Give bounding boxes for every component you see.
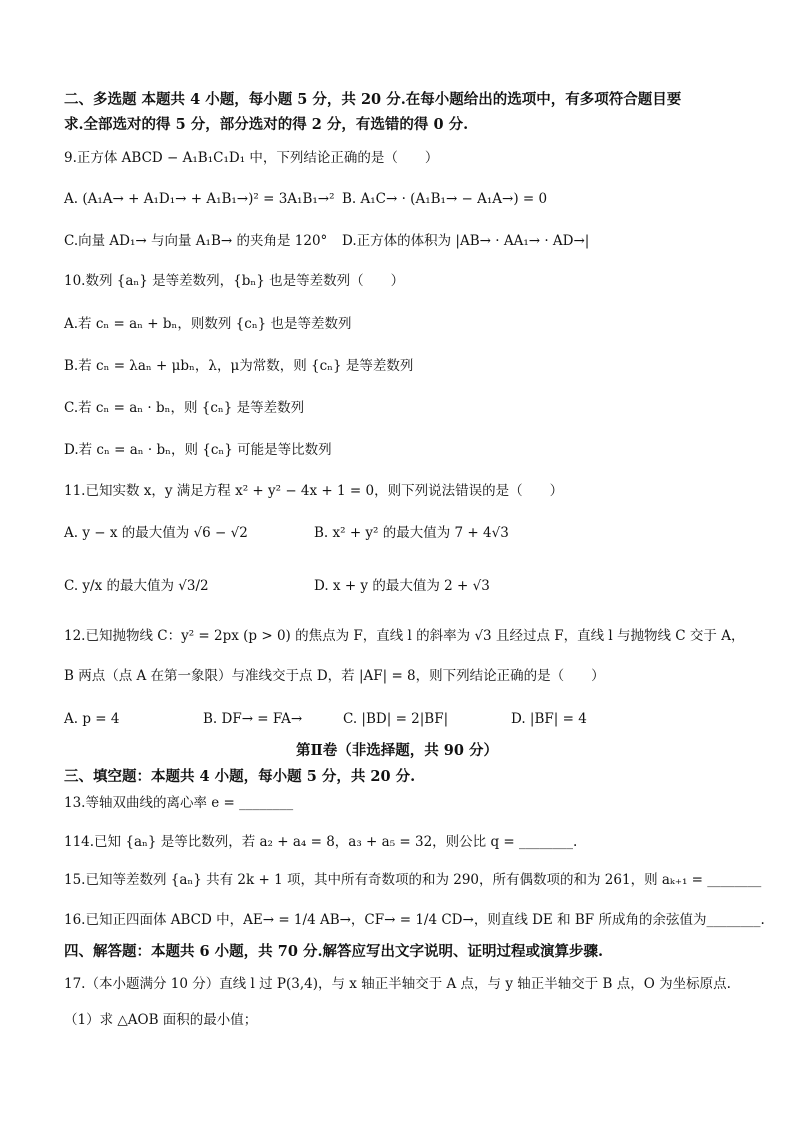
q12-option-b: B. DF→ = FA→: [203, 711, 303, 727]
q12-stem: 12.已知抛物线 C：y² = 2px (p > 0) 的焦点为 F，直线 l 的斜率为 √3 且经过点 F，直线 l 与抛物线 C 交于 A，: [64, 628, 745, 644]
q10-option-c: C.若 cₙ = aₙ · bₙ，则 {cₙ} 是等差数列: [64, 400, 305, 416]
q10-option-a: A.若 cₙ = aₙ + bₙ，则数列 {cₙ} 也是等差数列: [64, 316, 352, 332]
q10-option-d: D.若 cₙ = aₙ · bₙ，则 {cₙ} 可能是等比数列: [64, 442, 332, 458]
q11-option-d: D. x + y 的最大值为 2 + √3: [314, 578, 490, 594]
section2-heading-cont: 求.全部选对的得 5 分，部分选对的得 2 分，有选错的得 0 分.: [64, 116, 469, 133]
q12-option-d: D. |BF| = 4: [511, 711, 587, 727]
q12-option-a: A. p = 4: [64, 711, 120, 727]
part2-title: 第Ⅱ卷（非选择题，共 90 分）: [296, 742, 498, 759]
q9-option-b: B. A₁C→ · (A₁B₁→ − A₁A→) = 0: [342, 191, 548, 207]
q9-option-c: C.向量 AD₁→ 与向量 A₁B→ 的夹角是 120°: [64, 233, 328, 249]
q15: 15.已知等差数列 {aₙ} 共有 2k + 1 项，其中所有奇数项的和为 290，所有偶数项的和为 261，则 aₖ₊₁ = ________: [64, 872, 762, 888]
q11-option-b: B. x² + y² 的最大值为 7 + 4√3: [314, 525, 509, 541]
q9-option-d: D.正方体的体积为 |AB→ · AA₁→ · AD→|: [342, 233, 590, 249]
section4-heading: 四、解答题：本题共 6 小题，共 70 分.解答应写出文字说明、证明过程或演算步骤.: [64, 943, 604, 960]
q14: 114.已知 {aₙ} 是等比数列，若 a₂ + a₄ = 8，a₃ + a₅ = 32，则公比 q = ________.: [64, 834, 578, 850]
q13: 13.等轴双曲线的离心率 e = ________: [64, 795, 294, 811]
q9-option-a: A. (A₁A→ + A₁D₁→ + A₁B₁→)² = 3A₁B₁→²: [64, 191, 335, 207]
q9-stem: 9.正方体 ABCD − A₁B₁C₁D₁ 中，下列结论正确的是（ ）: [64, 150, 439, 166]
q16: 16.已知正四面体 ABCD 中，AE→ = 1/4 AB→，CF→ = 1/4 CD→，则直线 DE 和 BF 所成角的余弦值为________.: [64, 912, 765, 928]
q11-option-a: A. y − x 的最大值为 √6 − √2: [64, 525, 248, 541]
q10-stem: 10.数列 {aₙ} 是等差数列，{bₙ} 也是等差数列（ ）: [64, 273, 405, 289]
q12-stem-cont: B 两点（点 A 在第一象限）与准线交于点 D，若 |AF| = 8，则下列结论正确的是（ ）: [64, 668, 605, 684]
q17-stem: 17.（本小题满分 10 分）直线 l 过 P(3,4)，与 x 轴正半轴交于 A 点，与 y 轴正半轴交于 B 点，O 为坐标原点.: [64, 976, 731, 992]
section3-heading: 三、填空题：本题共 4 小题，每小题 5 分，共 20 分.: [64, 768, 416, 785]
q10-option-b: B.若 cₙ = λaₙ + μbₙ，λ，μ为常数，则 {cₙ} 是等差数列: [64, 358, 414, 374]
q11-stem: 11.已知实数 x，y 满足方程 x² + y² − 4x + 1 = 0，则下列说法错误的是（ ）: [64, 483, 564, 499]
section2-heading: 二、多选题 本题共 4 小题，每小题 5 分，共 20 分.在每小题给出的选项中，有多项符合题目要: [64, 91, 682, 108]
q11-option-c: C. y/x 的最大值为 √3/2: [64, 578, 209, 594]
q17-part1: （1）求 △AOB 面积的最小值；: [64, 1012, 258, 1028]
q12-option-c: C. |BD| = 2|BF|: [343, 711, 449, 727]
